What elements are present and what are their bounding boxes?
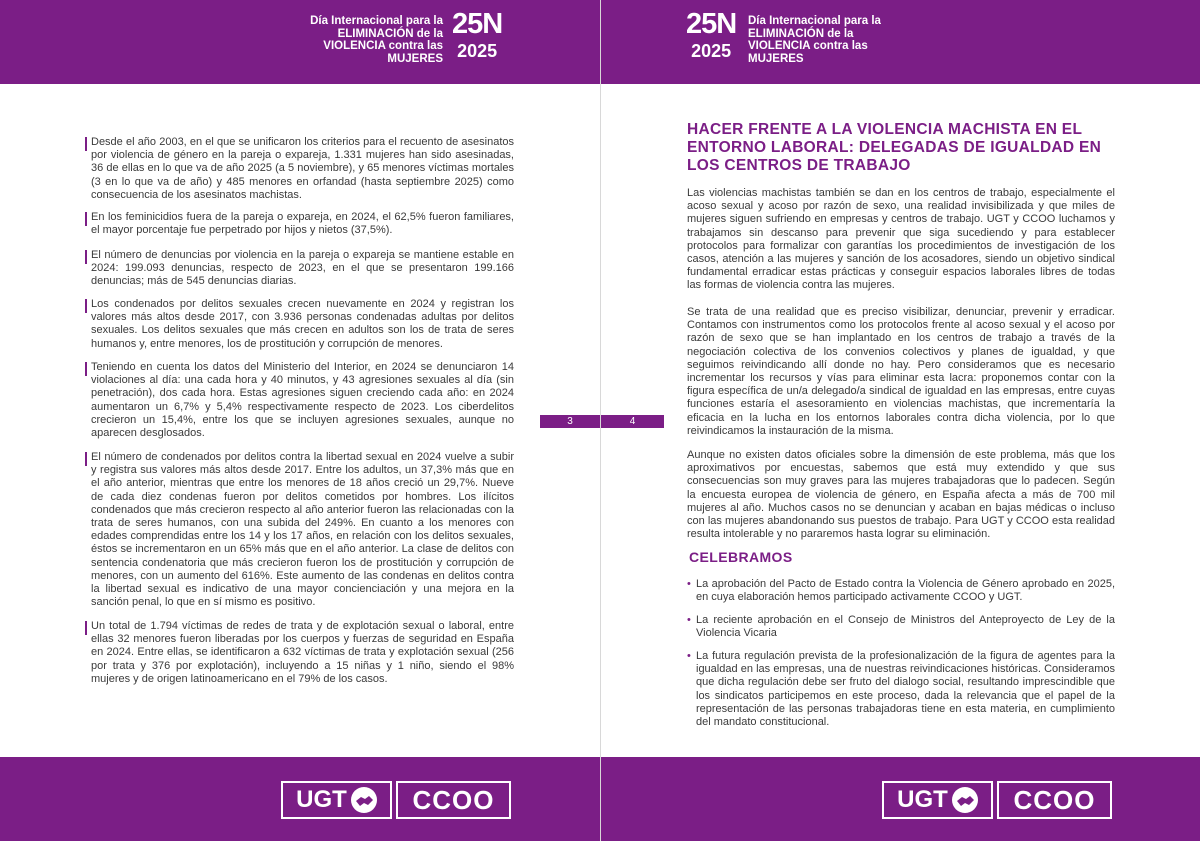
stat-paragraph: Los condenados por delitos sexuales crecen nuevamente en 2024 y registran los valores más altos desde 2017, con 3.936 personas condenadas adultas por delitos sexuales. Los delitos sexuales que más crecen en adultos son los de trata de seres humanos y, entre menores, los de prostitución y corrupción de menores. — [85, 298, 514, 351]
footer-logos — [882, 781, 1112, 819]
page-number: 3 — [540, 415, 600, 428]
stat-paragraph: El número de condenados por delitos contra la libertad sexual en 2024 vuelve a subir y registra sus valores más altos desde 2017. Entre los adultos, un 37,3% más que en el año anterior, mientras que entre los menores de 18 años creció un 29,7%. Nueve de cada diez condenas fueron por delitos cometidos por hombres. Los ilícitos condenados que más crecieron respecto al año anterior fueron las relacionadas con la trata de seres humanos, con una subida del 249%. En cuanto a los menores con edades comprendidas entre los 14 y los 17 años, en relación con los delitos sexuales, éstos se incrementaron en un 65% más que en el año anterior. La clase de delitos con sentencia condenatoria que más crecieron fueron los de prostitución y corrupción de menores, con un aumento del 616%. Este aumento de las condenas en delitos contra la libertad sexual es indicativo de una mayor concienciación y una mejora en la sanción penal, lo que en sí mismo es positivo. — [85, 451, 514, 609]
handshake-icon — [952, 787, 978, 813]
header-line: VIOLENCIA contra las — [323, 40, 443, 52]
ugt-logo — [882, 781, 993, 819]
header-line: Día Internacional para la — [310, 15, 443, 27]
badge-year: 2025 — [457, 41, 498, 61]
handshake-icon — [351, 787, 377, 813]
stat-paragraph: Un total de 1.794 víctimas de redes de trata y de explotación sexual o laboral, entre ellas 32 menores fueron liberadas por los cuerpos y fuerzas de seguridad en España en 2024. Entre ellas, se identificaron a 632 víctimas de trata y explotación sexual (256 por trata y 376 por explotación), incluyendo a 15 niñas y 1 niño, siendo el 98% mujeres y de origen latinoamericano en el 79% de los casos. — [85, 620, 514, 686]
celebramos-heading: CELEBRAMOS — [689, 549, 793, 565]
section-title: HACER FRENTE A LA VIOLENCIA MACHISTA EN EL ENTORNO LABORAL: DELEGADAS DE IGUALDAD EN LOS CENTROS DE TRABAJO — [687, 121, 1102, 174]
header-line: ELIMINACIÓN de la — [748, 27, 854, 40]
body-paragraph: Aunque no existen datos oficiales sobre la dimensión de este problema, más que los aproximativos por encuestas, sabemos que está muy extendido y que sus consecuencias son muy graves para las mujeres trabajadoras que lo padecen. Según la encuesta europea de violencia de género, en España afecta a más de 700 mil mujeres al año. Muchos casos no se denuncian y acaban en bajas médicas o incluso con las mujeres abandonando sus puestos de trabajo. Para UGT y CCOO esta realidad resulta intolerable y no pararemos hasta lograr su eliminación. — [687, 449, 1115, 541]
right-page — [600, 0, 1200, 841]
badge-25n: 25N — [686, 8, 737, 40]
footer-logos — [281, 781, 511, 819]
body-paragraph: Se trata de una realidad que es preciso visibilizar, denunciar, prevenir y erradicar. Contamos con instrumentos como los protocolos frente al acoso sexual y el acoso por razón de sexo que se han implantado en los centros de trabajo a través de la negociación colectiva de los convenios colectivos y planes de igualdad, y que seguimos reivindicando allí donde no hay. Pero consideramos que es necesario incrementar los recursos y vías para eliminar esta lacra: proponemos contar con la figura específica de un/a delegado/a sindical de igualdad en las empresas, entre cuyas funciones estaría el asesoramiento en violencias machistas, que incrementaría la eficacia en la lucha en los entornos laborales contra dicha violencia, por lo que reivindicamos la instauración de la misma. — [687, 306, 1115, 437]
header-event-title — [748, 15, 881, 65]
body-paragraph: Las violencias machistas también se dan en los centros de trabajo, especialmente el acoso sexual y acoso por razón de sexo, una realidad invisibilizada y que miles de mujeres siguen sufriendo en empresas y centros de trabajo. UGT y CCOO luchamos y trabajamos sin descanso para prevenir que siga sucediendo y para establecer protocolos para formalizar con garantías los procedimientos de investigación de los casos, atención a las mujeres y sanción de los acosadores, siendo un objetivo sindical fundamental erradicar estas prácticas y conseguir espacios laborales libres de todas las formas de violencia contra las mujeres. — [687, 187, 1115, 292]
ccoo-logo: CCOO — [396, 781, 511, 819]
header-25n-badge — [452, 10, 502, 60]
stat-paragraph: En los feminicidios fuera de la pareja o expareja, en 2024, el 62,5% fueron familiares, el mayor porcentaje fue perpetrado por hijos y nietos (37,5%). — [85, 211, 514, 237]
header-line: ELIMINACIÓN de la — [337, 27, 443, 40]
header-band — [0, 0, 600, 84]
badge-year: 2025 — [691, 41, 732, 61]
ugt-logo-text: UGT — [296, 786, 347, 813]
header-line: VIOLENCIA contra las — [748, 40, 868, 52]
header-band — [601, 0, 1200, 84]
celebramos-item: • La reciente aprobación en el Consejo de Ministros del Anteproyecto de Ley de la Violencia Vicaria — [687, 614, 1115, 640]
header-line: Día Internacional para la — [748, 15, 881, 27]
header-line: MUJERES — [387, 52, 443, 65]
celebramos-item: • La futura regulación prevista de la profesionalización de la figura de agentes para la igualdad en las empresas, una de nuestras reivindicaciones históricas. Consideramos que dicha regulación debe ser fruto del dialogo social, resultando imprescindible que los sindicatos participemos en este proceso, dada la relevancia que el papel de la representación de las personas trabajadoras tiene en esta materia, en cumplimiento del mandato constitucional. — [687, 650, 1115, 729]
stat-paragraph: Teniendo en cuenta los datos del Ministerio del Interior, en 2024 se denunciaron 14 violaciones al día: una cada hora y 40 minutos, y 43 agresiones sexuales al día (sin penetración), dos cada hora. Estas agresiones siguen creciendo cada año: en 2024 aumentaron un 6,7% y 5,4% respectivamente respecto de 2023. Los ciberdelitos crecieron un 15,4%, entre los que se incluyen agresiones sexuales, aunque no aparecen desglosados. — [85, 361, 514, 440]
page-number: 4 — [601, 415, 664, 428]
badge-25n: 25N — [452, 8, 503, 40]
ugt-logo-text: UGT — [897, 786, 948, 813]
header-line: MUJERES — [748, 52, 804, 65]
header-25n-badge — [686, 10, 736, 60]
celebramos-item: • La aprobación del Pacto de Estado contra la Violencia de Género aprobado en 2025, en cuya elaboración hemos participado activamente CCOO y UGT. — [687, 578, 1115, 604]
ccoo-logo: CCOO — [997, 781, 1112, 819]
ugt-logo — [281, 781, 392, 819]
stat-paragraph: El número de denuncias por violencia en la pareja o expareja se mantiene estable en 2024: 199.093 denuncias, respecto de 2023, en el que se presentaron 199.166 denuncias; más de 545 denuncias diarias. — [85, 249, 514, 289]
header-event-title — [310, 15, 443, 65]
stat-paragraph: Desde el año 2003, en el que se unificaron los criterios para el recuento de asesinatos por violencia de género en la pareja o expareja, 1.331 mujeres han sido asesinadas, 36 de ellas en lo que va de año 2025 (a 5 noviembre), y 65 menores víctimas mortales (3 en lo que va de año) y 485 menores en orfandad (hasta septiembre 2025) como consecuencia de los asesinatos machistas. — [85, 136, 514, 202]
